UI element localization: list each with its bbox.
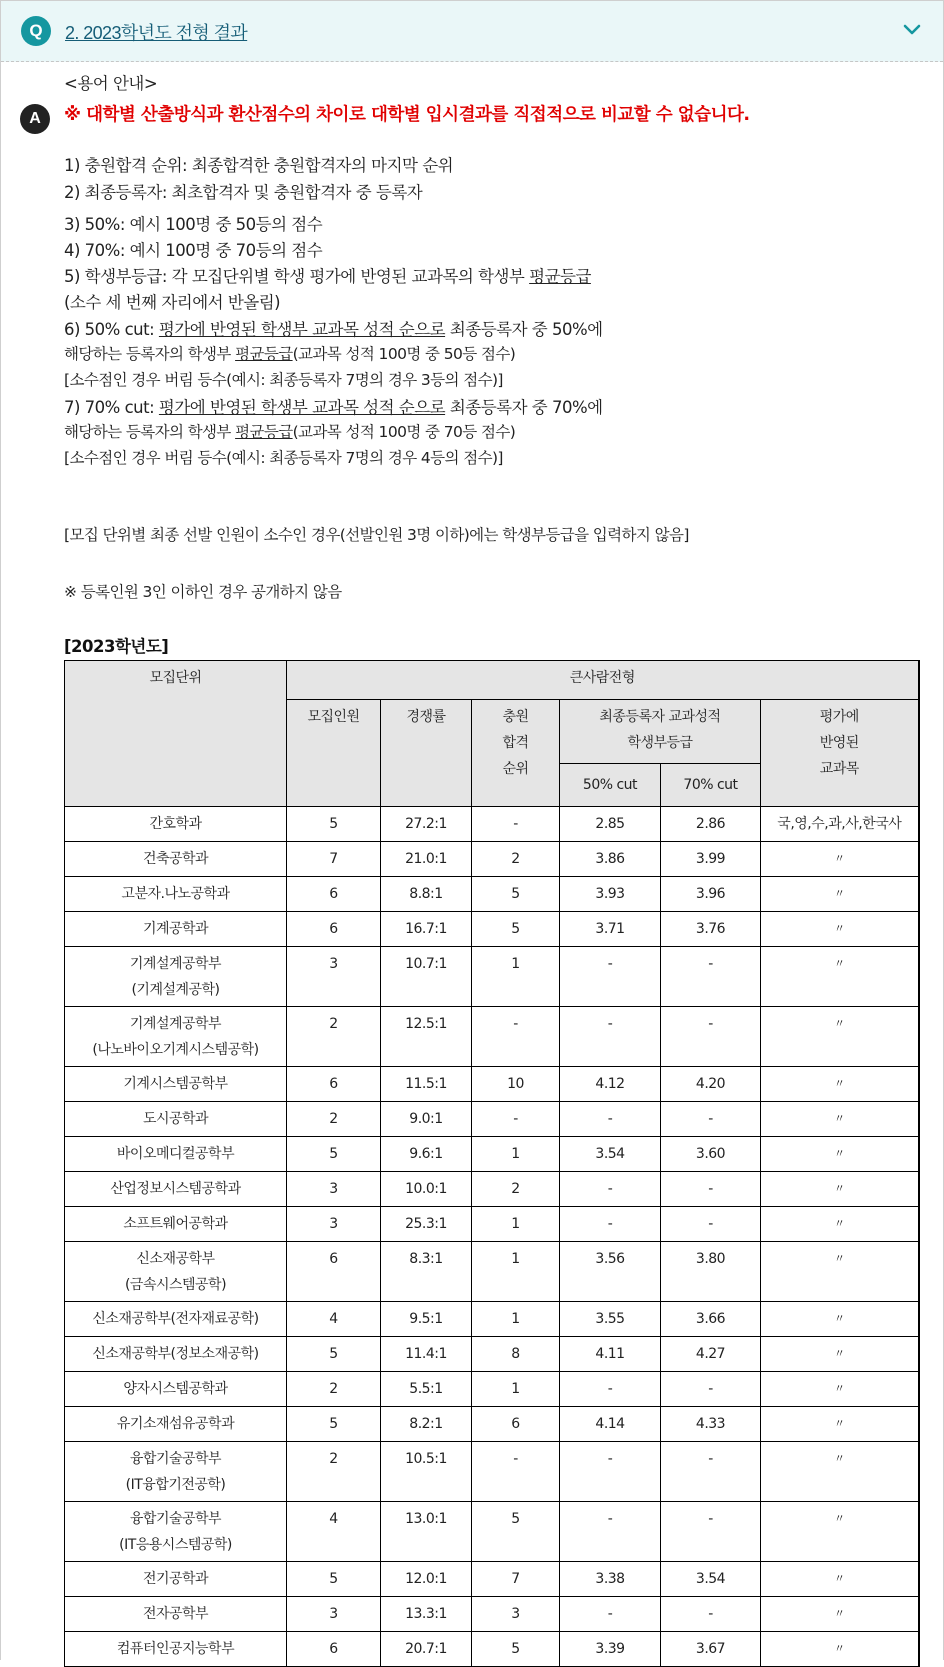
- cell-cut70: -: [661, 1207, 761, 1242]
- cell-unit: [65, 1207, 287, 1242]
- cell-ratio: 20.7:1: [381, 1632, 472, 1667]
- cell-rank: 1: [472, 1302, 560, 1337]
- cell-unit: [65, 1067, 287, 1102]
- cell-cut50: -: [560, 947, 661, 1007]
- cell-cut50: -: [560, 1207, 661, 1242]
- cell-unit-line: 간호학과: [149, 816, 202, 832]
- cell-unit: [65, 1632, 287, 1667]
- note-disclosure: ※ 등록인원 3인 이하인 경우 공개하지 않음: [64, 583, 342, 601]
- cell-rank: 10: [472, 1067, 560, 1102]
- cell-cut70: -: [661, 1372, 761, 1407]
- table-row: [65, 1172, 919, 1207]
- cell-unit: [65, 1442, 287, 1502]
- cell-unit-line: 유기소재섬유공학과: [116, 1416, 235, 1432]
- term-5-note: (소수 세 번째 자리에서 반올림): [64, 293, 281, 312]
- cell-cut70: 3.66: [661, 1302, 761, 1337]
- cell-quota: 6: [287, 1242, 381, 1302]
- cell-unit-line: 기계공학과: [142, 921, 209, 937]
- cell-unit: [65, 1302, 287, 1337]
- term-7-underline: 평가에 반영된 학생부 교과목 성적 순으로: [158, 398, 446, 417]
- cell-unit-line: 신소재공학부(정보소재공학): [92, 1346, 259, 1362]
- table-row: [65, 1372, 919, 1407]
- cell-unit: [65, 1337, 287, 1372]
- term-7-line2: [64, 420, 515, 442]
- term-6-text: 최종등록자 중 50%에: [445, 320, 603, 339]
- term-5-text: 5) 학생부등급: 각 모집단위별 학생 평가에 반영된 교과목의 학생부: [64, 267, 530, 286]
- results-table: [64, 660, 920, 1667]
- cell-subjects: 〃: [761, 1137, 919, 1172]
- cell-subjects: 〃: [761, 947, 919, 1007]
- cell-quota: 5: [287, 1137, 381, 1172]
- term-6-line2-text: 해당하는 등록자의 학생부: [64, 345, 236, 363]
- cell-ratio: 11.5:1: [381, 1067, 472, 1102]
- table-row: [65, 842, 919, 877]
- table-row: [65, 1302, 919, 1337]
- cell-quota: 2: [287, 1442, 381, 1502]
- cell-cut70: 4.27: [661, 1337, 761, 1372]
- cell-quota: 3: [287, 1172, 381, 1207]
- cell-quota: 3: [287, 1597, 381, 1632]
- cell-subjects: 〃: [761, 1632, 919, 1667]
- cell-unit: [65, 1172, 287, 1207]
- table-row: [65, 1337, 919, 1372]
- cell-subjects: 〃: [761, 1302, 919, 1337]
- table-row: [65, 1242, 919, 1302]
- term-7-line2-underline: 평균등급: [235, 423, 293, 441]
- cell-cut70: 4.33: [661, 1407, 761, 1442]
- term-6-label: 6) 50% cut:: [64, 320, 159, 339]
- warning-text: ※ 대학별 산출방식과 환산점수의 차이로 대학별 입시결과를 직접적으로 비교할 수 없습니다.: [64, 105, 750, 125]
- cell-rank: 2: [472, 1172, 560, 1207]
- cell-cut50: -: [560, 1372, 661, 1407]
- header-grade-group-l2: 학생부등급: [627, 735, 693, 751]
- table-row: [65, 1597, 919, 1632]
- cell-unit: [65, 877, 287, 912]
- cell-unit-line: 컴퓨터인공지능학부: [116, 1641, 235, 1657]
- cell-ratio: 11.4:1: [381, 1337, 472, 1372]
- cell-ratio: 10.0:1: [381, 1172, 472, 1207]
- cell-subjects: 〃: [761, 1207, 919, 1242]
- cell-rank: 2: [472, 842, 560, 877]
- cell-cut70: -: [661, 1597, 761, 1632]
- cell-unit-line: 산업정보시스템공학과: [110, 1181, 241, 1197]
- cell-cut70: 3.76: [661, 912, 761, 947]
- cell-cut70: -: [661, 1502, 761, 1562]
- cell-unit-line: 건축공학과: [142, 851, 209, 867]
- cell-cut50: 4.12: [560, 1067, 661, 1102]
- cell-quota: 5: [287, 1562, 381, 1597]
- table-row: [65, 1407, 919, 1442]
- results-table-body: [65, 807, 919, 1667]
- cell-unit: [65, 842, 287, 877]
- table-row: [65, 1137, 919, 1172]
- header-admission-type: 큰사람전형: [287, 661, 919, 700]
- cell-ratio: 8.3:1: [381, 1242, 472, 1302]
- cell-cut50: -: [560, 1597, 661, 1632]
- cell-ratio: 10.7:1: [381, 947, 472, 1007]
- header-waitlist-rank: [472, 700, 560, 807]
- cell-quota: 6: [287, 1067, 381, 1102]
- cell-rank: -: [472, 1102, 560, 1137]
- cell-cut50: -: [560, 1102, 661, 1137]
- cell-unit: [65, 1102, 287, 1137]
- cell-rank: 1: [472, 947, 560, 1007]
- cell-rank: 5: [472, 1632, 560, 1667]
- cell-cut50: 3.54: [560, 1137, 661, 1172]
- cell-quota: 5: [287, 807, 381, 842]
- cell-cut50: -: [560, 1007, 661, 1067]
- term-6-line2-tail: (교과목 성적 100명 중 50등 점수): [292, 345, 516, 363]
- term-6-line3: [소수점인 경우 버림 등수(예시: 최종등록자 7명의 경우 3등의 점수)]: [64, 371, 503, 389]
- cell-cut70: -: [661, 947, 761, 1007]
- cell-ratio: 27.2:1: [381, 807, 472, 842]
- term-7-label: 7) 70% cut:: [64, 398, 159, 417]
- cell-unit: [65, 807, 287, 842]
- table-row: [65, 1632, 919, 1667]
- cell-unit-line: 신소재공학부(전자재료공학): [92, 1311, 259, 1327]
- cell-cut50: -: [560, 1442, 661, 1502]
- cell-unit-line: 기계설계공학부: [129, 956, 222, 972]
- cell-cut70: -: [661, 1102, 761, 1137]
- note-quota: [모집 단위별 최종 선발 인원이 소수인 경우(선발인원 3명 이하)에는 학생부등급을 입력하지 않음]: [64, 526, 689, 544]
- cell-rank: 1: [472, 1207, 560, 1242]
- cell-rank: 1: [472, 1242, 560, 1302]
- table-row: [65, 1562, 919, 1597]
- cell-rank: 5: [472, 877, 560, 912]
- cell-unit-line: 바이오메디컬공학부: [116, 1146, 235, 1162]
- terms-heading: <용어 안내>: [64, 74, 158, 93]
- header-quota: 모집인원: [287, 700, 381, 807]
- cell-subjects: 〃: [761, 1172, 919, 1207]
- table-row: [65, 947, 919, 1007]
- cell-cut50: 3.56: [560, 1242, 661, 1302]
- header-cut70: 70% cut: [661, 764, 761, 807]
- cell-quota: 6: [287, 1632, 381, 1667]
- term-6-line2-underline: 평균등급: [235, 345, 293, 363]
- cell-unit: [65, 1407, 287, 1442]
- cell-unit-line: 융합기술공학부: [129, 1511, 222, 1527]
- cell-unit: [65, 1372, 287, 1407]
- cell-subjects: 〃: [761, 1372, 919, 1407]
- cell-subjects: 〃: [761, 842, 919, 877]
- cell-ratio: 9.5:1: [381, 1302, 472, 1337]
- cell-cut50: -: [560, 1502, 661, 1562]
- cell-subjects: 〃: [761, 877, 919, 912]
- cell-cut50: 3.39: [560, 1632, 661, 1667]
- table-row: [65, 1067, 919, 1102]
- term-6-underline: 평가에 반영된 학생부 교과목 성적 순으로: [158, 320, 446, 339]
- cell-unit-line: 신소재공학부: [136, 1251, 215, 1267]
- term-7: [64, 394, 603, 418]
- header-grade-group-l1: 최종등록자 교과성적: [599, 709, 721, 725]
- cell-ratio: 9.6:1: [381, 1137, 472, 1172]
- cell-unit-line: (IT응용시스템공학): [119, 1537, 232, 1553]
- cell-quota: 6: [287, 912, 381, 947]
- cell-unit: [65, 1242, 287, 1302]
- cell-cut50: 3.71: [560, 912, 661, 947]
- cell-quota: 4: [287, 1302, 381, 1337]
- header-unit: 모집단위: [65, 661, 287, 807]
- table-row: [65, 912, 919, 947]
- cell-unit: [65, 947, 287, 1007]
- cell-rank: 7: [472, 1562, 560, 1597]
- cell-rank: 1: [472, 1372, 560, 1407]
- cell-unit-line: (나노바이오기계시스템공학): [92, 1042, 259, 1058]
- cell-unit-line: 도시공학과: [142, 1111, 209, 1127]
- a-badge: A: [20, 104, 50, 134]
- cell-subjects: 〃: [761, 912, 919, 947]
- cell-unit-line: (IT융합기전공학): [125, 1477, 226, 1493]
- header-grade-group: [560, 700, 761, 764]
- table-row: [65, 1007, 919, 1067]
- cell-quota: 4: [287, 1502, 381, 1562]
- header-subjects-l2: 반영된: [819, 735, 859, 751]
- cell-cut70: 3.54: [661, 1562, 761, 1597]
- cell-unit-line: 기계설계공학부: [129, 1016, 222, 1032]
- cell-ratio: 16.7:1: [381, 912, 472, 947]
- cell-ratio: 8.2:1: [381, 1407, 472, 1442]
- cell-quota: 3: [287, 947, 381, 1007]
- term-4: 4) 70%: 예시 100명 중 70등의 점수: [64, 241, 323, 260]
- cell-unit-line: (기계설계공학): [131, 982, 220, 998]
- cell-cut70: -: [661, 1442, 761, 1502]
- question-header[interactable]: [1, 1, 943, 62]
- cell-unit-line: 고분자.나노공학과: [121, 886, 230, 902]
- cell-subjects: 〃: [761, 1067, 919, 1102]
- header-subjects-l3: 교과목: [819, 761, 859, 777]
- cell-cut70: 3.80: [661, 1242, 761, 1302]
- cell-subjects: 〃: [761, 1102, 919, 1137]
- cell-unit: [65, 1007, 287, 1067]
- table-row: [65, 1502, 919, 1562]
- cell-rank: 3: [472, 1597, 560, 1632]
- cell-cut50: -: [560, 1172, 661, 1207]
- cell-rank: 1: [472, 1137, 560, 1172]
- term-7-line2-tail: (교과목 성적 100명 중 70등 점수): [292, 423, 516, 441]
- cell-cut50: 4.11: [560, 1337, 661, 1372]
- cell-unit-line: (금속시스템공학): [124, 1277, 227, 1293]
- header-competition: 경쟁률: [381, 700, 472, 807]
- cell-quota: 2: [287, 1372, 381, 1407]
- cell-cut70: 3.96: [661, 877, 761, 912]
- term-5: [64, 263, 591, 287]
- cell-rank: 8: [472, 1337, 560, 1372]
- cell-ratio: 5.5:1: [381, 1372, 472, 1407]
- term-7-text: 최종등록자 중 70%에: [445, 398, 603, 417]
- table-row: [65, 877, 919, 912]
- cell-quota: 7: [287, 842, 381, 877]
- cell-unit-line: 기계시스템공학부: [123, 1076, 228, 1092]
- cell-subjects: 〃: [761, 1407, 919, 1442]
- term-1: 1) 충원합격 순위: 최종합격한 충원합격자의 마지막 순위: [64, 156, 454, 175]
- cell-cut70: 3.60: [661, 1137, 761, 1172]
- cell-ratio: 12.5:1: [381, 1007, 472, 1067]
- cell-subjects: 〃: [761, 1007, 919, 1067]
- cell-subjects: 국,영,수,과,사,한국사: [761, 807, 919, 842]
- cell-ratio: 12.0:1: [381, 1562, 472, 1597]
- chevron-down-icon[interactable]: [903, 21, 921, 39]
- year-label: [2023학년도]: [64, 637, 169, 656]
- cell-cut70: -: [661, 1007, 761, 1067]
- term-2: 2) 최종등록자: 최초합격자 및 충원합격자 중 등록자: [64, 183, 423, 202]
- cell-unit: [65, 1562, 287, 1597]
- cell-rank: -: [472, 1442, 560, 1502]
- cell-ratio: 8.8:1: [381, 877, 472, 912]
- cell-subjects: 〃: [761, 1597, 919, 1632]
- cell-subjects: 〃: [761, 1442, 919, 1502]
- cell-unit-line: 융합기술공학부: [129, 1451, 222, 1467]
- cell-quota: 6: [287, 877, 381, 912]
- cell-unit-line: 양자시스템공학과: [123, 1381, 228, 1397]
- question-title-link[interactable]: 2. 2023학년도 전형 결과: [65, 23, 248, 43]
- cell-quota: 3: [287, 1207, 381, 1242]
- term-6-line2: [64, 342, 515, 364]
- term-3: 3) 50%: 예시 100명 중 50등의 점수: [64, 215, 323, 234]
- cell-subjects: 〃: [761, 1562, 919, 1597]
- cell-quota: 2: [287, 1007, 381, 1067]
- cell-cut50: 3.93: [560, 877, 661, 912]
- cell-cut70: 3.67: [661, 1632, 761, 1667]
- cell-quota: 5: [287, 1337, 381, 1372]
- cell-ratio: 9.0:1: [381, 1102, 472, 1137]
- table-row: [65, 1442, 919, 1502]
- cell-rank: -: [472, 807, 560, 842]
- header-waitlist-rank-l2: 합격: [502, 735, 529, 751]
- cell-cut70: -: [661, 1172, 761, 1207]
- cell-cut70: 4.20: [661, 1067, 761, 1102]
- cell-rank: 6: [472, 1407, 560, 1442]
- cell-unit: [65, 1502, 287, 1562]
- cell-unit: [65, 1137, 287, 1172]
- cell-cut50: 3.86: [560, 842, 661, 877]
- header-cut50: 50% cut: [560, 764, 661, 807]
- cell-cut50: 4.14: [560, 1407, 661, 1442]
- cell-rank: 5: [472, 1502, 560, 1562]
- term-7-line2-text: 해당하는 등록자의 학생부: [64, 423, 236, 441]
- cell-ratio: 13.3:1: [381, 1597, 472, 1632]
- cell-ratio: 25.3:1: [381, 1207, 472, 1242]
- cell-cut50: 3.55: [560, 1302, 661, 1337]
- header-waitlist-rank-l3: 순위: [502, 761, 529, 777]
- cell-quota: 2: [287, 1102, 381, 1137]
- cell-unit: [65, 912, 287, 947]
- table-row: [65, 807, 919, 842]
- cell-unit-line: 전자공학부: [142, 1606, 209, 1622]
- cell-quota: 5: [287, 1407, 381, 1442]
- term-6: [64, 316, 603, 340]
- cell-subjects: 〃: [761, 1502, 919, 1562]
- cell-cut70: 2.86: [661, 807, 761, 842]
- table-row: [65, 1102, 919, 1137]
- cell-ratio: 21.0:1: [381, 842, 472, 877]
- cell-cut70: 3.99: [661, 842, 761, 877]
- q-badge: Q: [21, 16, 51, 46]
- cell-cut50: 3.38: [560, 1562, 661, 1597]
- cell-subjects: 〃: [761, 1242, 919, 1302]
- term-5-underline: 평균등급: [529, 267, 591, 286]
- cell-rank: 5: [472, 912, 560, 947]
- cell-unit: [65, 1597, 287, 1632]
- cell-rank: -: [472, 1007, 560, 1067]
- term-7-line3: [소수점인 경우 버림 등수(예시: 최종등록자 7명의 경우 4등의 점수)]: [64, 449, 503, 467]
- header-subjects-l1: 평가에: [819, 709, 859, 725]
- cell-ratio: 10.5:1: [381, 1442, 472, 1502]
- header-waitlist-rank-l1: 충원: [502, 709, 529, 725]
- cell-ratio: 13.0:1: [381, 1502, 472, 1562]
- header-subjects: [761, 700, 919, 807]
- cell-unit-line: 전기공학과: [142, 1571, 209, 1587]
- cell-cut50: 2.85: [560, 807, 661, 842]
- cell-subjects: 〃: [761, 1337, 919, 1372]
- cell-unit-line: 소프트웨어공학과: [123, 1216, 228, 1232]
- table-row: [65, 1207, 919, 1242]
